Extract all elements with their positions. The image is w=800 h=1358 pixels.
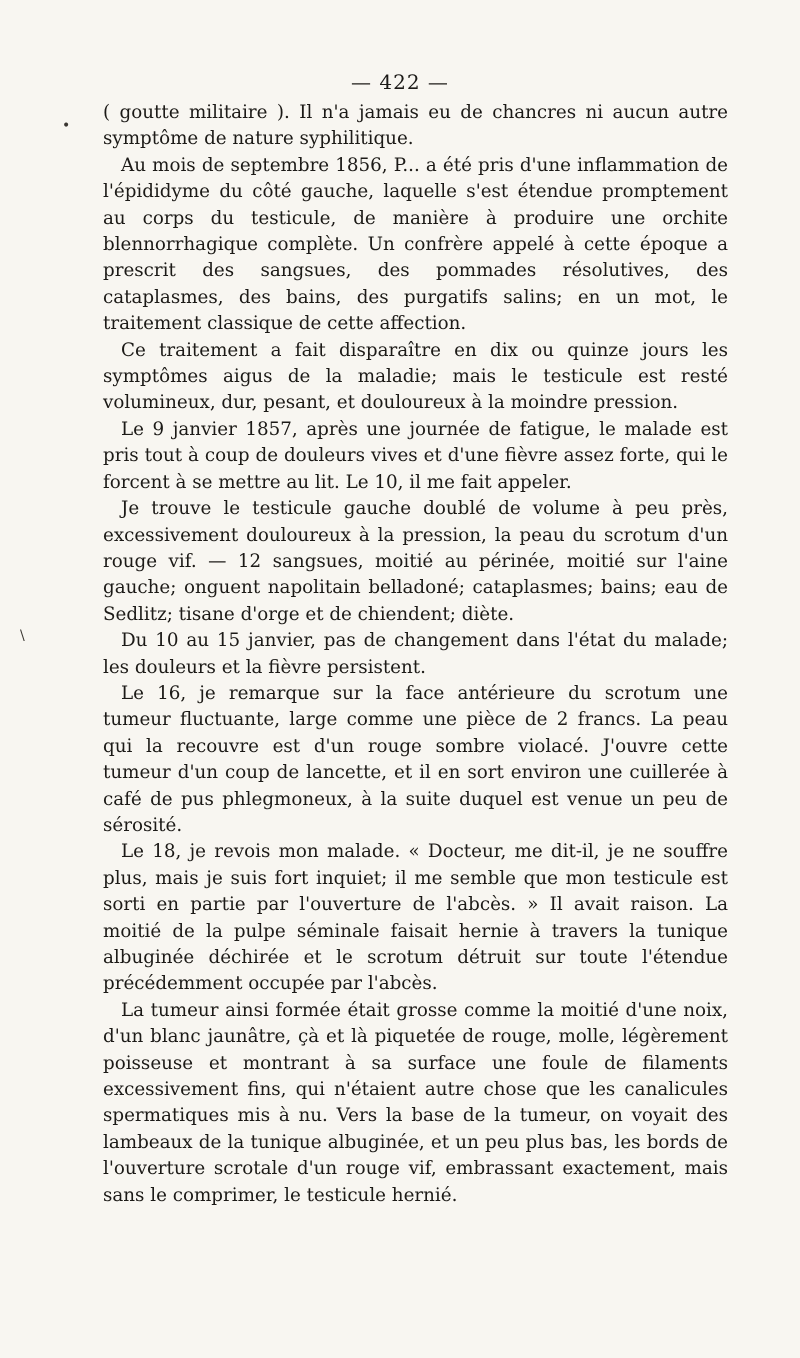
- paragraph: La tumeur ainsi formée était grosse comme la moitié d'une noix, d'un blanc jaunâtre, çà et là piquetée de rouge, molle, légèrement poisseuse et montrant à sa surface une foule de filaments excessivement fins, qui n'étaient autre chose que les canalicules spermatiques mis à nu. Vers la base de la tumeur, on voyait des lambeaux de la tunique albuginée, et un peu plus bas, les bords de l'ouverture scrotale d'un rouge vif, embrassant exactement, mais sans le comprimer, le testicule hernié.: [103, 999, 728, 1206]
- ink-speck: •: [62, 118, 71, 134]
- paragraph: Ce traitement a fait disparaître en dix ou quinze jours les symptômes aigus de la maladie; mais le testicule est resté volumineux, dur, pesant, et douloureux à la moindre pression.: [103, 339, 728, 414]
- page-number: — 422 —: [351, 70, 449, 94]
- ink-speck: \: [20, 628, 25, 644]
- paragraph: Du 10 au 15 janvier, pas de changement dans l'état du malade; les douleurs et la fièvre persistent.: [103, 630, 728, 678]
- body-text: [103, 100, 728, 1209]
- paragraph: Je trouve le testicule gauche doublé de volume à peu près, excessivement douloureux à la pression, la peau du scrotum d'un rouge vif. — 12 sangsues, moitié au périnée, moitié sur l'aine gauche; onguent napolitain belladoné; cataplasmes; bains; eau de Sedlitz; tisane d'orge et de chiendent; diète.: [103, 498, 728, 625]
- paragraph: Le 16, je remarque sur la face antérieure du scrotum une tumeur fluctuante, large comme une pièce de 2 francs. La peau qui la recouvre est d'un rouge sombre violacé. J'ouvre cette tumeur d'un coup de lancette, et il en sort environ une cuillerée à café de pus phlegmoneux, à la suite duquel est venue un peu de sérosité.: [103, 682, 728, 836]
- paragraph: Le 18, je revois mon malade. « Docteur, me dit-il, je ne souffre plus, mais je suis fort inquiet; il me semble que mon testicule est sorti en partie par l'ouverture de l'abcès. » Il avait raison. La moitié de la pulpe séminale faisait hernie à travers la tunique albuginée déchirée et le scrotum détruit sur toute l'étendue précédemment occupée par l'abcès.: [103, 841, 728, 995]
- paragraph: Le 9 janvier 1857, après une journée de fatigue, le malade est pris tout à coup de douleurs vives et d'une fièvre assez forte, qui le forcent à se mettre au lit. Le 10, il me fait appeler.: [103, 418, 728, 493]
- paragraph: Au mois de septembre 1856, P... a été pris d'une inflammation de l'épididyme du côté gauche, laquelle s'est étendue promptement au corps du testicule, de manière à produire une orchite blennorrhagique complète. Un confrère appelé à cette époque a prescrit des sangsues, des pommades résolutives, des cataplasmes, des bains, des purgatifs salins; en un mot, le traitement classique de cette affection.: [103, 154, 728, 335]
- paragraph: ( goutte militaire ). Il n'a jamais eu de chancres ni aucun autre symptôme de nature syphilitique.: [103, 102, 728, 150]
